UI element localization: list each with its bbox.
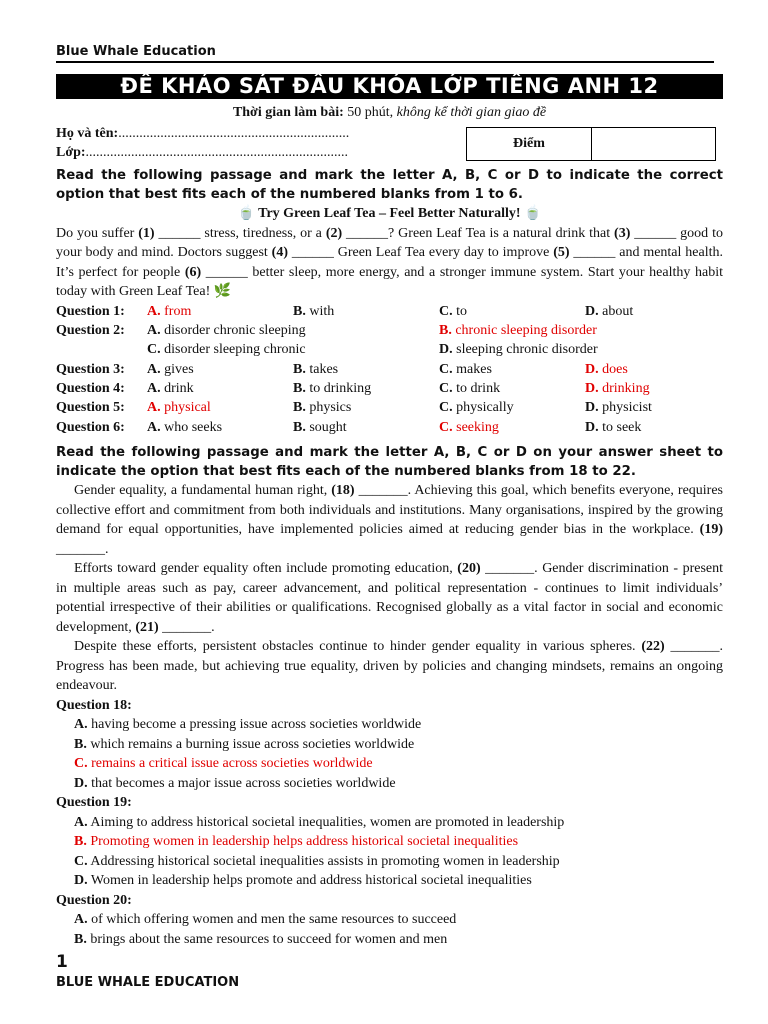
answer-option[interactable] (585, 304, 633, 319)
time-label: Thời gian làm bài: (232, 105, 344, 120)
answer-option[interactable] (74, 932, 447, 947)
option-text: disorder chronic sleeping (164, 322, 306, 338)
passage-text: Gender equality, a fundamental human right, (74, 483, 332, 499)
passage-text: ______ good to your body and mind. Doctors suggest (56, 225, 723, 260)
option-text: drinking (602, 381, 650, 397)
question-row (56, 379, 723, 398)
passage-text: _______. (56, 541, 109, 557)
option-cell (439, 379, 585, 398)
header-rule (56, 61, 714, 63)
option-text: Women in leadership helps promote and address historical societal inequalities (90, 873, 532, 889)
option-text: Addressing historical societal inequalities assists in promoting women in leadership (90, 853, 560, 869)
answer-option[interactable] (74, 912, 456, 927)
answer-option[interactable] (293, 400, 351, 415)
name-label: Họ và tên: (56, 126, 119, 141)
option-text: physics (309, 400, 352, 416)
option-text: physical (164, 400, 211, 416)
option-text: who seeks (164, 419, 223, 435)
answer-option[interactable] (147, 400, 211, 415)
passage-text: _______. (158, 619, 215, 635)
option-cell (293, 418, 439, 437)
passage-text: Despite these efforts, persistent obstacles continue to hinder gender equality in various spheres. (74, 639, 642, 655)
option-text: sought (309, 419, 347, 435)
option-letter: C. (74, 853, 88, 869)
question-label: Question 19: (56, 795, 132, 811)
option-text: that becomes a major issue across societies worldwide (91, 775, 396, 791)
option-text: physicist (602, 400, 652, 416)
option-cell (585, 398, 723, 417)
option-text: having become a pressing issue across societies worldwide (91, 717, 422, 733)
option-letter: A. (74, 912, 88, 928)
question-label: Question 6: (56, 419, 125, 435)
option-letter: B. (293, 361, 306, 377)
footer-brand: BLUE WHALE EDUCATION (56, 975, 240, 990)
answer-option[interactable] (74, 717, 421, 732)
blank-number: (3) (614, 225, 631, 241)
option-cell (293, 398, 439, 417)
option-letter: A. (147, 322, 161, 338)
option-letter: D. (439, 342, 453, 358)
blank-number: (22) (641, 639, 665, 655)
option-line (56, 735, 723, 755)
option-letter: C. (439, 361, 453, 377)
option-letter: A. (147, 361, 161, 377)
option-letter: D. (585, 400, 599, 416)
option-cell (439, 418, 585, 437)
answer-option[interactable] (147, 304, 191, 319)
option-letter: D. (74, 775, 88, 791)
question-label: Question 2: (56, 322, 125, 338)
question-row (56, 302, 723, 321)
question-label-spacer (56, 340, 147, 359)
option-letter: B. (293, 381, 306, 397)
option-cell (585, 302, 723, 321)
class-label: Lớp: (56, 145, 86, 160)
score-field[interactable] (592, 128, 715, 160)
option-letter: D. (585, 303, 599, 319)
question-label: Question 5: (56, 400, 125, 416)
option-letter: A. (74, 717, 88, 733)
option-text: about (602, 303, 634, 319)
option-line (56, 754, 723, 774)
option-text: drink (164, 381, 194, 397)
option-text: gives (164, 361, 194, 377)
option-line (56, 930, 723, 950)
question-label: Question 1: (56, 303, 125, 319)
option-text: brings about the same resources to succeed for women and men (90, 931, 448, 947)
passage-text: _______. Achieving this goal, which benefits everyone, requires collective effort and commitment from both individuals and institutions. Many organisations, inspired by the growing demand for equal opportunities, have implemented policies aimed at reducing gender bias in the workplace. (56, 483, 723, 538)
answer-option[interactable] (147, 420, 222, 435)
time-note: không kể thời gian giao đề (396, 105, 547, 120)
question-label: Question 3: (56, 361, 125, 377)
option-letter: C. (439, 381, 453, 397)
option-letter: D. (74, 873, 88, 889)
part1-questions (56, 302, 723, 438)
answer-option[interactable] (147, 362, 194, 377)
blank-number: (1) (138, 225, 155, 241)
passage-text: Do you suffer (56, 225, 139, 241)
option-text: with (309, 303, 335, 319)
answer-option[interactable] (439, 420, 499, 435)
option-cell (293, 360, 439, 379)
blank-number: (19) (699, 522, 723, 538)
option-letter: C. (439, 400, 453, 416)
option-cell (439, 321, 723, 340)
name-dots[interactable]: .................................................................. (118, 126, 350, 141)
option-letter: A. (147, 419, 161, 435)
score-box (466, 127, 716, 161)
passage-text: _______. Gender discrimination - present in multiple areas such as pay, career advancement, and political representation - continues to limit individuals’ potential irrespective of their abilities or qualifications. Recognised globally as a vital factor in social and economic development, (56, 561, 723, 635)
option-cell (439, 360, 585, 379)
passage-text: ______ stress, tiredness, or a (154, 225, 326, 241)
option-text: physically (456, 400, 514, 416)
question-label: Question 18: (56, 697, 132, 713)
option-letter: C. (439, 303, 453, 319)
option-cell (147, 379, 293, 398)
passage-text: ______ Green Leaf Tea every day to improve (287, 245, 554, 260)
answer-option[interactable] (74, 873, 532, 888)
option-text: does (602, 361, 628, 377)
blank-number: (6) (184, 264, 202, 280)
option-letter: A. (147, 400, 161, 416)
option-cell (147, 340, 439, 359)
option-text: disorder sleeping chronic (164, 342, 306, 358)
option-cell (147, 360, 293, 379)
question-row (56, 340, 723, 359)
answer-option[interactable] (293, 381, 371, 396)
option-cell (439, 302, 585, 321)
option-letter: B. (293, 419, 306, 435)
option-text: to drinking (309, 381, 372, 397)
question-row (56, 398, 723, 417)
option-line (56, 871, 723, 891)
option-text: of which offering women and men the same resources to succeed (91, 912, 457, 928)
answer-option[interactable] (74, 737, 414, 752)
answer-option[interactable] (439, 362, 492, 377)
option-cell (147, 302, 293, 321)
option-letter: C. (147, 342, 161, 358)
option-line (56, 910, 723, 930)
part2-passage (56, 481, 723, 696)
option-text: Aiming to address historical societal inequalities, women are promoted in leadership (90, 814, 565, 830)
blank-number: (5) (553, 245, 570, 260)
option-line (56, 774, 723, 794)
option-cell (147, 418, 293, 437)
answer-option[interactable] (439, 342, 598, 357)
question-row (56, 418, 723, 437)
option-letter: C. (74, 756, 88, 772)
option-cell (585, 418, 723, 437)
option-letter: D. (585, 419, 599, 435)
time-value: 50 phút, (347, 105, 394, 120)
blank-number: (2) (325, 225, 343, 241)
option-line (56, 715, 723, 735)
answer-option[interactable] (293, 362, 338, 377)
option-text: takes (309, 361, 339, 377)
ad-title: 🍵 Try Green Leaf Tea – Feel Better Naturally! 🍵 (237, 206, 542, 221)
answer-option[interactable] (439, 400, 514, 415)
option-letter: D. (585, 381, 599, 397)
answer-option[interactable] (74, 776, 396, 791)
time-line (56, 103, 723, 123)
option-letter: B. (74, 736, 87, 752)
question-row (56, 321, 723, 340)
exam-content (56, 166, 723, 949)
option-text: makes (456, 361, 492, 377)
option-text: Promoting women in leadership helps address historical societal inequalities (90, 834, 519, 850)
answer-option[interactable] (74, 815, 564, 830)
option-cell (585, 360, 723, 379)
blank-number: (20) (457, 561, 481, 577)
option-letter: D. (585, 361, 599, 377)
answer-option[interactable] (585, 400, 652, 415)
score-label: Điểm (467, 128, 592, 160)
answer-option[interactable] (439, 323, 597, 338)
option-text: to drink (456, 381, 501, 397)
answer-option[interactable] (147, 323, 306, 338)
option-text: remains a critical issue across societies worldwide (91, 756, 373, 772)
option-text: chronic sleeping disorder (455, 322, 597, 338)
option-cell (147, 321, 439, 340)
part2-questions (56, 696, 723, 950)
option-letter: A. (147, 381, 161, 397)
name-line (56, 124, 349, 144)
question-row (56, 360, 723, 379)
passage-text: _______. Progress has been made, but achieving true equality, driven by policies and changing mindsets, remains an ongoing endeavour. (56, 639, 724, 694)
option-text: seeking (456, 419, 499, 435)
option-letter: B. (74, 834, 87, 850)
passage-text: ______ better sleep, more energy, and a stronger immune system. Start your healthy habit today with Green Leaf Tea! 🌿 (56, 264, 723, 299)
passage-paragraph (56, 637, 723, 696)
blank-number: (21) (135, 619, 159, 635)
part1-passage (56, 224, 723, 302)
answer-option[interactable] (74, 834, 518, 849)
answer-option[interactable] (293, 420, 347, 435)
answer-option[interactable] (74, 854, 560, 869)
option-cell (293, 302, 439, 321)
option-text: from (164, 303, 192, 319)
passage-paragraph (56, 559, 723, 637)
answer-option[interactable] (439, 381, 500, 396)
option-letter: B. (293, 303, 306, 319)
blank-number: (4) (271, 245, 288, 260)
option-text: sleeping chronic disorder (456, 342, 598, 358)
option-letter: C. (439, 419, 453, 435)
class-line (56, 143, 348, 163)
option-cell (439, 340, 723, 359)
page-title: ĐỀ KHẢO SÁT ĐẦU KHÓA LỚP TIẾNG ANH 12 (56, 74, 723, 99)
answer-option[interactable] (74, 756, 373, 771)
answer-option[interactable] (147, 342, 306, 357)
option-text: which remains a burning issue across societies worldwide (90, 736, 415, 752)
part1-instruction: Read the following passage and mark the letter A, B, C or D to indicate the correct option that best fits each of the numbered blanks from 1 to 6. (56, 168, 723, 202)
question-label: Question 4: (56, 381, 125, 397)
option-cell (585, 379, 723, 398)
passage-text: Efforts toward gender equality often include promoting education, (74, 561, 458, 577)
option-line (56, 832, 723, 852)
answer-option[interactable] (585, 420, 641, 435)
answer-option[interactable] (585, 362, 628, 377)
answer-option[interactable] (147, 381, 194, 396)
option-letter: B. (74, 931, 87, 947)
passage-text: ______? Green Leaf Tea is a natural drink that (342, 225, 615, 241)
answer-option[interactable] (439, 304, 467, 319)
option-text: to seek (602, 419, 642, 435)
option-line (56, 813, 723, 833)
option-letter: A. (147, 303, 161, 319)
passage-text: ______ and mental health. It’s perfect for people (56, 245, 723, 280)
option-line (56, 852, 723, 872)
option-cell (439, 398, 585, 417)
page-number: 1 (56, 952, 68, 972)
option-letter: B. (439, 322, 452, 338)
answer-option[interactable] (585, 381, 650, 396)
answer-option[interactable] (293, 304, 334, 319)
class-dots[interactable]: ........................................................................... (85, 145, 349, 160)
option-text: to (456, 303, 468, 319)
header-brand: Blue Whale Education (56, 44, 216, 59)
option-letter: A. (74, 814, 88, 830)
blank-number: (18) (331, 483, 355, 499)
passage-paragraph (56, 481, 723, 559)
option-letter: B. (293, 400, 306, 416)
option-cell (293, 379, 439, 398)
question-label: Question 20: (56, 892, 132, 908)
part2-instruction: Read the following passage and mark the letter A, B, C or D on your answer sheet to indicate the option that best fits each of the numbered blanks from 18 to 22. (56, 445, 723, 480)
option-cell (147, 398, 293, 417)
